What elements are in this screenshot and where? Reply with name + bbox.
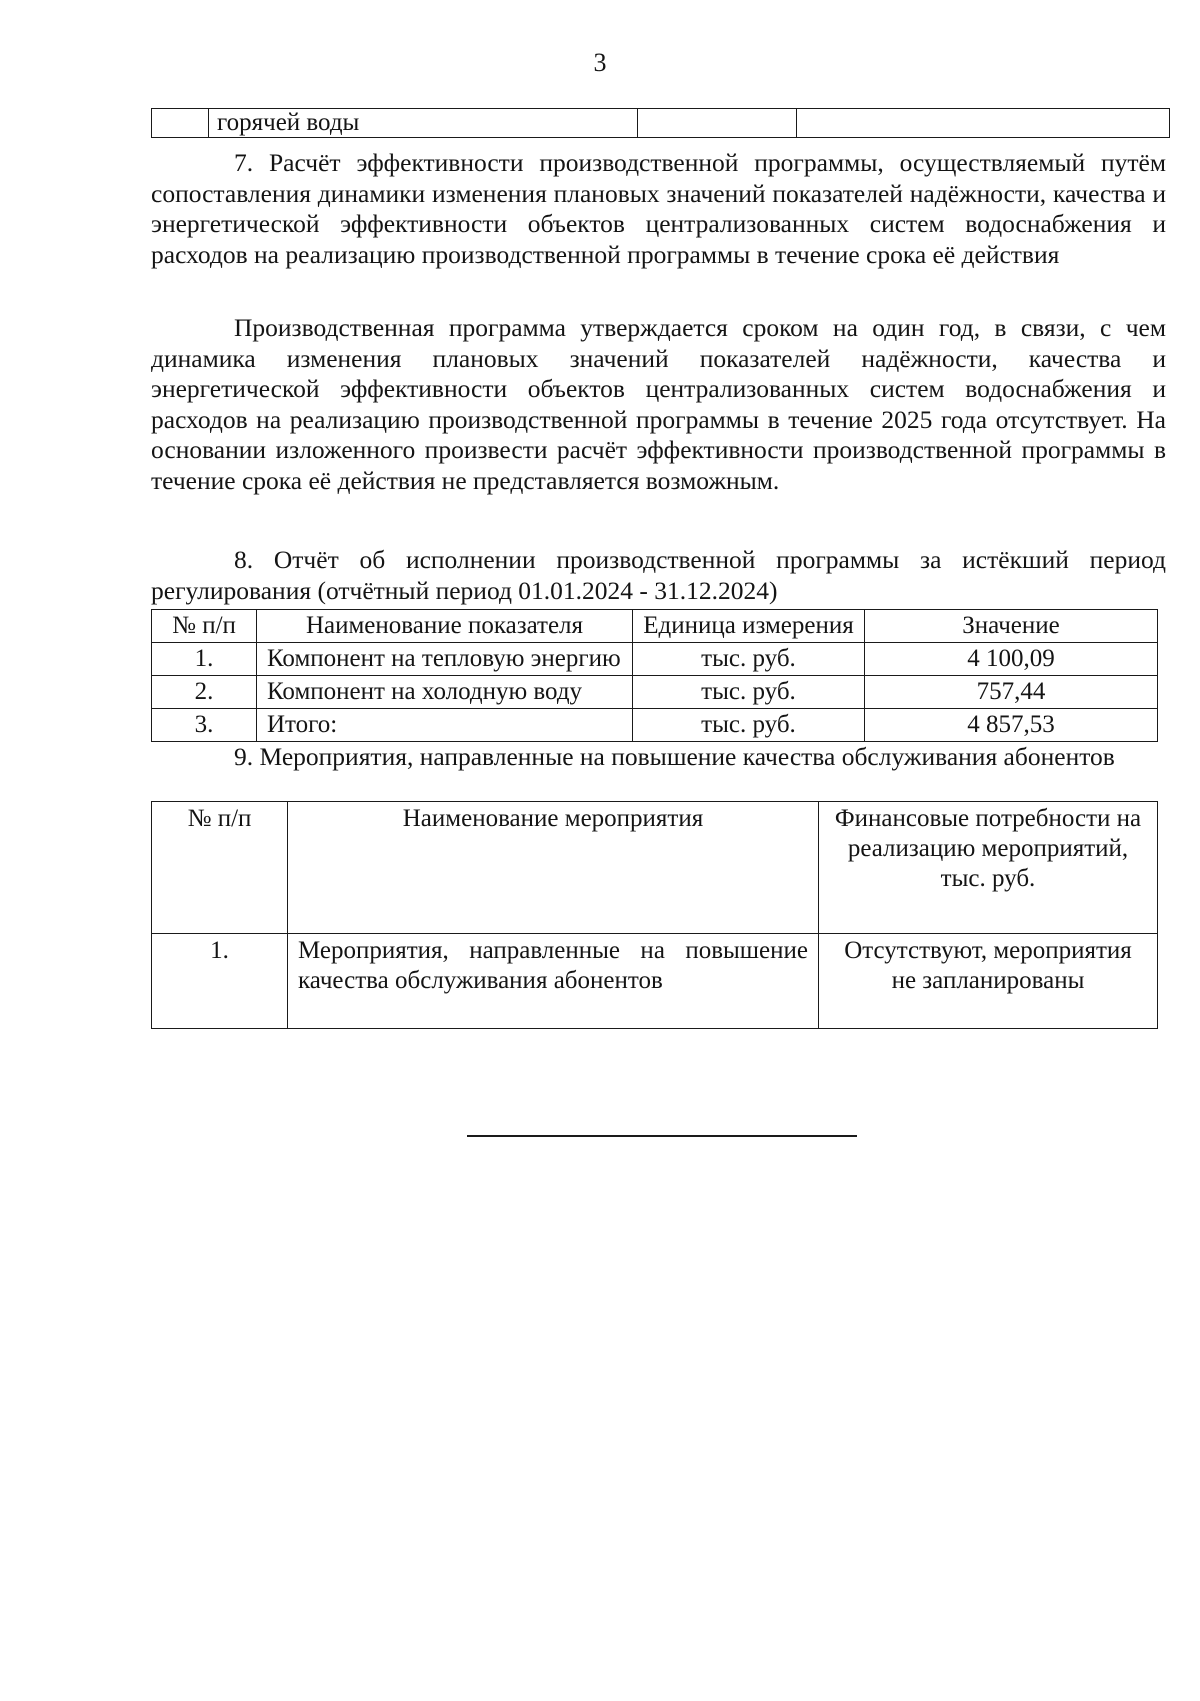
table-cell bbox=[638, 109, 797, 138]
row-cost: Отсутствуют, мероприятия не запланированы bbox=[819, 934, 1158, 1029]
column-header-number: № п/п bbox=[152, 610, 257, 643]
table-header-row bbox=[152, 610, 1158, 643]
section-9-heading: 9. Мероприятия, направленные на повышение качества обслуживания абонентов bbox=[234, 742, 1115, 771]
table-row bbox=[152, 109, 1170, 138]
table-row bbox=[152, 676, 1158, 709]
report-table bbox=[151, 609, 1158, 742]
column-header-cost: Финансовые потребности на реализацию мероприятий, тыс. руб. bbox=[819, 802, 1158, 934]
table-row bbox=[152, 934, 1158, 1029]
section-7-body: Производственная программа утверждается сроком на один год, в связи, с чем динамика изменения плановых значений показателей надёжности, качества и энергетической эффективности объектов централизованных систем водоснабжения и расходов на реализацию производственной программы в течение 2025 года отсутствует. На основании изложенного произвести расчёт эффективности производственной программы в течение срока её действия не представляется возможным. bbox=[151, 313, 1166, 495]
row-value: 4 100,09 bbox=[865, 643, 1158, 676]
row-unit: тыс. руб. bbox=[633, 709, 865, 742]
column-header-name: Наименование мероприятия bbox=[288, 802, 819, 934]
measures-table bbox=[151, 801, 1158, 1029]
column-header-value: Значение bbox=[865, 610, 1158, 643]
row-number: 1. bbox=[152, 934, 288, 1029]
end-separator-line bbox=[467, 1135, 857, 1137]
page-number: 3 bbox=[593, 48, 607, 77]
row-name: Компонент на холодную воду bbox=[257, 676, 633, 709]
row-value: 4 857,53 bbox=[865, 709, 1158, 742]
row-name: Мероприятия, направленные на повышение качества обслуживания абонентов bbox=[288, 934, 819, 1029]
table-cell: горячей воды bbox=[209, 109, 638, 138]
table-row bbox=[152, 709, 1158, 742]
column-header-name: Наименование показателя bbox=[257, 610, 633, 643]
section-8-heading: 8. Отчёт об исполнении производственной программы за истёкший период регулирования (отчётный период 01.01.2024 - 31.12.2024) bbox=[151, 545, 1166, 605]
table-header-row bbox=[152, 802, 1158, 934]
row-unit: тыс. руб. bbox=[633, 643, 865, 676]
table-cell bbox=[797, 109, 1170, 138]
row-unit: тыс. руб. bbox=[633, 676, 865, 709]
column-header-unit: Единица измерения bbox=[633, 610, 865, 643]
section-7-heading: 7. Расчёт эффективности производственной программы, осуществляемый путём сопоставления динамики изменения плановых значений показателей надёжности, качества и энергетической эффективности объектов централизованных систем водоснабжения и расходов на реализацию производственной программы в течение срока её действия bbox=[151, 148, 1166, 269]
continued-table-fragment bbox=[151, 108, 1170, 138]
row-number: 1. bbox=[152, 643, 257, 676]
row-name: Итого: bbox=[257, 709, 633, 742]
column-header-number: № п/п bbox=[152, 802, 288, 934]
row-value: 757,44 bbox=[865, 676, 1158, 709]
row-number: 3. bbox=[152, 709, 257, 742]
table-row bbox=[152, 643, 1158, 676]
table-cell bbox=[152, 109, 209, 138]
row-name: Компонент на тепловую энергию bbox=[257, 643, 633, 676]
row-number: 2. bbox=[152, 676, 257, 709]
